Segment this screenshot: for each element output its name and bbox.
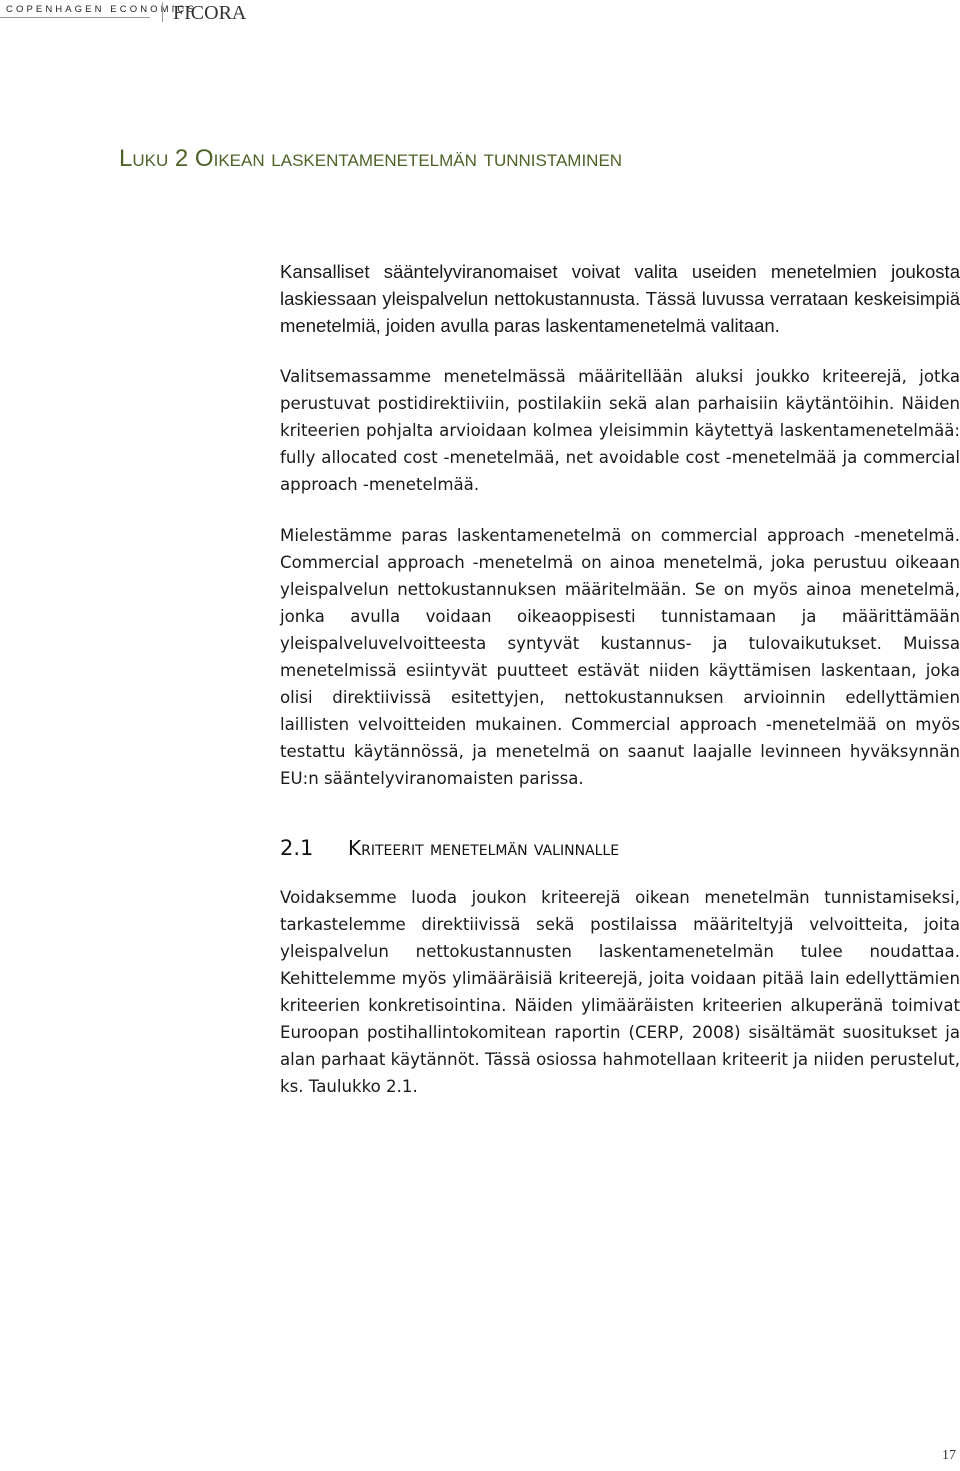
method-paragraph: Valitsemassamme menetelmässä määritellään aluksi joukko kriteerejä, jotka perustuvat postidirektiiviin, postilakiin sekä alan parhaisiin käytäntöihin. Näiden kriteerien pohjalta arvioidaan kolmea yleisimmin käytettyä laskentamenetelmää: fully allocated cost -menetelmää, net avoidable cost -menetelmää ja commercial approach -menetelmää. <box>280 367 960 494</box>
page-number: 17 <box>942 1448 956 1463</box>
conclusion-paragraph: Mielestämme paras laskentamenetelmä on commercial approach -menetelmä. Commercial approach -menetelmä on ainoa menetelmä, joka perustuu oikeaan yleispalvelun nettokustannuksen määritelmään. Se on myös ainoa menetelmä, jonka avulla voidaan oikeaoppisesti tunnistamaan ja määrittämään yleispalveluvelvoitteesta syntyvät kustannus- ja tulovaikutukset. Muissa menetelmissä esiintyvät puutteet estävät niiden käyttämisen laskentaan, joka olisi direktiivissä esitettyjen, nettokustannuksen arvioinnin edellyttämien laillisten velvoitteiden mukainen. Commercial approach -menetelmää on myös testattu käytännössä, ja menetelmä on saanut laajalle levinneen hyväksynnän EU:n sääntelyviranomaisten parissa. <box>280 526 960 788</box>
chapter-title: Luku 2 Oikean laskentamenetelmän tunnistaminen <box>119 145 623 172</box>
section-number: 2.1 <box>280 836 314 860</box>
main-content <box>280 258 960 1100</box>
section-title: Kriteerit menetelmän valinnalle <box>348 836 620 860</box>
ficora-logo: FICORA <box>173 2 247 24</box>
copenhagen-economics-logo: COPENHAGEN ECONOMICS <box>6 4 197 15</box>
logo-separator <box>162 2 163 22</box>
intro-paragraph: Kansalliset sääntelyviranomaiset voivat valita useiden menetelmien joukosta laskiessaan yleispalvelun nettokustannusta. Tässä luvussa verrataan keskeisimpiä menetelmiä, joiden avulla paras laskentamenetelmä valitaan. <box>280 261 960 336</box>
section-paragraph: Voidaksemme luoda joukon kriteerejä oikean menetelmän tunnistamiseksi, tarkastelemme direktiivissä sekä postilaissa määriteltyjä velvoitteita, joita yleispalvelun nettokustannusten laskentamenetelmän tulee noudattaa. Kehittelemme myös ylimääräisiä kriteerejä, joita voidaan pitää lain edellyttämien kriteerien konkretisointina. Näiden ylimääräisten kriteerien alkuperänä toimivat Euroopan postihallintokomitean raportin (CERP, 2008) sisältämät suositukset ja alan parhaat käytännöt. Tässä osiossa hahmotellaan kriteerit ja niiden perustelut, ks. Taulukko 2.1. <box>280 888 960 1096</box>
section-heading <box>280 836 960 860</box>
logo-divider-line <box>0 17 150 18</box>
